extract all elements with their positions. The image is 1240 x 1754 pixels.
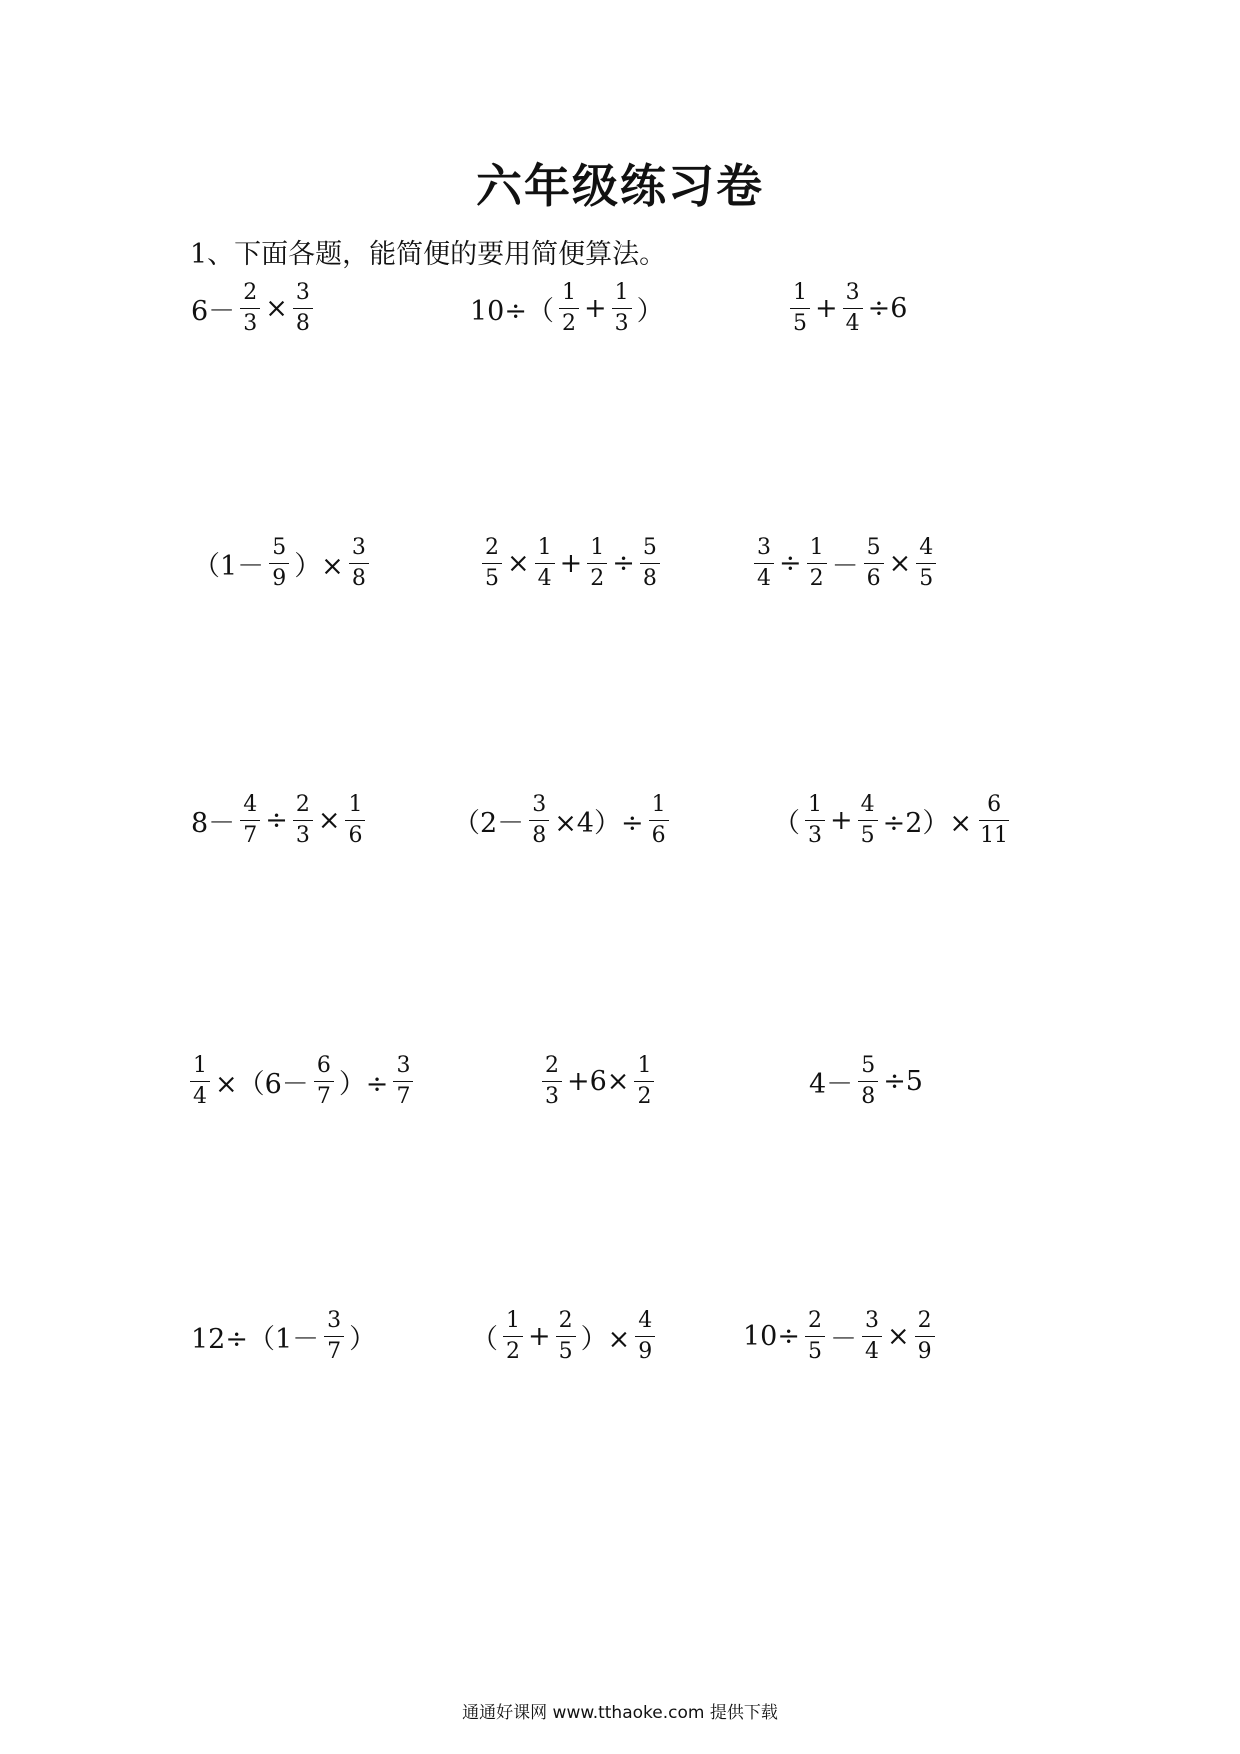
fraction-numerator: 1 — [535, 537, 555, 564]
fraction — [858, 1055, 878, 1108]
fraction-numerator: 1 — [612, 282, 632, 309]
fraction-numerator: 3 — [529, 794, 549, 821]
fraction-denominator: 7 — [396, 1084, 411, 1109]
fraction — [807, 537, 827, 590]
fraction-numerator: 1 — [807, 537, 827, 564]
fraction — [587, 537, 607, 590]
fraction-denominator: 8 — [642, 566, 657, 591]
fraction-numerator: 2 — [805, 1310, 825, 1337]
fraction-denominator: 5 — [558, 1339, 573, 1364]
fraction-numerator: 1 — [190, 1055, 210, 1082]
math-problem — [788, 282, 910, 335]
fraction — [612, 282, 632, 335]
fraction-numerator: 3 — [324, 1310, 344, 1337]
expression-text: （ — [773, 808, 800, 839]
expression-text: 6－ — [191, 296, 236, 327]
expression-text: ÷ — [265, 805, 288, 836]
fraction-numerator: 5 — [864, 537, 884, 564]
fraction — [269, 537, 289, 590]
expression-text: 12÷（1－ — [191, 1324, 320, 1355]
math-problem — [188, 282, 315, 335]
fraction-numerator: 4 — [916, 537, 936, 564]
fraction-denominator: 7 — [316, 1084, 331, 1109]
fraction-numerator: 2 — [240, 282, 260, 309]
fraction-denominator: 8 — [351, 566, 366, 591]
fraction — [864, 537, 884, 590]
fraction — [977, 794, 1011, 847]
math-problem — [752, 537, 938, 590]
fraction-denominator: 3 — [295, 823, 310, 848]
math-problem — [480, 537, 662, 590]
fraction-denominator: 6 — [651, 823, 666, 848]
expression-text: ÷ — [779, 548, 802, 579]
fraction-numerator: 1 — [790, 282, 810, 309]
expression-text: （2－ — [453, 808, 525, 839]
expression-text: × — [886, 1321, 910, 1352]
expression-text: － — [829, 1324, 857, 1355]
fraction-numerator: 3 — [843, 282, 863, 309]
fraction-numerator: 2 — [293, 794, 313, 821]
fraction-numerator: 3 — [862, 1310, 882, 1337]
fraction-denominator: 5 — [919, 566, 934, 591]
fraction — [559, 282, 579, 335]
expression-text: ）× — [580, 1324, 631, 1355]
expression-text: ×4）÷ — [554, 808, 644, 839]
fraction — [635, 1310, 655, 1363]
expression-text: 10÷（ — [470, 296, 554, 327]
fraction — [293, 282, 313, 335]
fraction-numerator: 3 — [349, 537, 369, 564]
math-problem — [806, 1055, 926, 1108]
fraction — [915, 1310, 935, 1363]
fraction-numerator: 2 — [915, 1310, 935, 1337]
expression-text: +6× — [567, 1066, 630, 1097]
expression-text: 4－ — [809, 1069, 854, 1100]
math-problem — [190, 537, 371, 590]
expression-text: ）× — [294, 551, 344, 582]
fraction-denominator: 4 — [193, 1084, 207, 1109]
fraction — [843, 282, 863, 335]
fraction-denominator: 11 — [980, 823, 1009, 848]
expression-text: ×（6－ — [215, 1069, 309, 1100]
fraction — [790, 282, 810, 335]
expression-text: 8－ — [191, 808, 236, 839]
fraction-numerator: 1 — [345, 794, 365, 821]
fraction-denominator: 2 — [637, 1084, 652, 1109]
fraction-denominator: 5 — [793, 311, 807, 336]
expression-text: ÷5 — [883, 1066, 923, 1097]
fraction — [805, 794, 825, 847]
fraction-numerator: 2 — [482, 537, 502, 564]
expression-text: ） — [349, 1324, 377, 1355]
fraction — [324, 1310, 344, 1363]
expression-text: + — [583, 293, 607, 324]
fraction — [345, 794, 365, 847]
math-problem — [467, 282, 667, 335]
expression-text: + — [830, 805, 853, 836]
footer-text: 通通好课网 www.tthaoke.com 提供下载 — [462, 1703, 778, 1723]
fraction — [535, 537, 555, 590]
fraction-denominator: 7 — [327, 1339, 342, 1364]
math-problem — [540, 1055, 656, 1108]
expression-text: × — [265, 293, 288, 324]
fraction — [858, 794, 878, 847]
expression-text: × — [317, 805, 341, 836]
fraction-numerator: 3 — [754, 537, 774, 564]
fraction-denominator: 4 — [845, 311, 860, 336]
fraction-numerator: 3 — [393, 1055, 413, 1082]
fraction-denominator: 2 — [809, 566, 824, 591]
fraction-numerator: 1 — [634, 1055, 654, 1082]
fraction-denominator: 5 — [485, 566, 499, 591]
fraction — [634, 1055, 654, 1108]
fraction — [916, 537, 936, 590]
fraction — [556, 1310, 576, 1363]
fraction-numerator: 1 — [649, 794, 669, 821]
expression-text: × — [888, 548, 912, 579]
fraction-denominator: 3 — [614, 311, 629, 336]
fraction — [240, 282, 260, 335]
fraction — [482, 537, 502, 590]
expression-text: ÷ — [612, 548, 635, 579]
expression-text: × — [507, 548, 530, 579]
fraction-denominator: 9 — [638, 1339, 653, 1364]
fraction-denominator: 8 — [532, 823, 547, 848]
fraction-denominator: 2 — [506, 1339, 520, 1364]
expression-text: （ — [471, 1324, 498, 1355]
fraction — [649, 794, 669, 847]
fraction-numerator: 6 — [314, 1055, 334, 1082]
fraction — [293, 794, 313, 847]
fraction-numerator: 4 — [858, 794, 878, 821]
fraction — [349, 537, 369, 590]
fraction — [503, 1310, 523, 1363]
fraction — [805, 1310, 825, 1363]
expression-text: ）÷ — [338, 1069, 389, 1100]
math-problem — [740, 1310, 937, 1363]
expression-text: － — [831, 551, 859, 582]
fraction — [862, 1310, 882, 1363]
expression-text: 10÷ — [743, 1321, 800, 1352]
fraction-denominator: 3 — [243, 311, 258, 336]
expression-text: + — [815, 293, 838, 324]
fraction-denominator: 7 — [243, 823, 258, 848]
math-problem — [770, 794, 1013, 847]
math-problem — [188, 1310, 379, 1363]
fraction-denominator: 6 — [866, 566, 881, 591]
expression-text: + — [528, 1321, 551, 1352]
fraction-numerator: 1 — [805, 794, 825, 821]
fraction-denominator: 4 — [757, 566, 771, 591]
fraction-denominator: 5 — [860, 823, 875, 848]
fraction-denominator: 4 — [537, 566, 552, 591]
fraction-numerator: 3 — [293, 282, 313, 309]
fraction — [393, 1055, 413, 1108]
fraction-numerator: 5 — [858, 1055, 878, 1082]
fraction-numerator: 5 — [269, 537, 289, 564]
fraction-denominator: 4 — [864, 1339, 879, 1364]
expression-text: ÷6 — [867, 293, 908, 324]
fraction-numerator: 2 — [556, 1310, 576, 1337]
fraction — [190, 1055, 210, 1108]
fraction — [529, 794, 549, 847]
fraction — [754, 537, 774, 590]
math-problem — [468, 1310, 657, 1363]
fraction-numerator: 1 — [503, 1310, 523, 1337]
math-problem — [188, 794, 367, 847]
expression-text: ÷2）× — [882, 808, 973, 839]
expression-text: ） — [636, 296, 664, 327]
math-problem — [188, 1055, 415, 1108]
fraction-denominator: 9 — [917, 1339, 932, 1364]
page-title: 六年级练习卷 — [476, 159, 764, 213]
fraction-denominator: 5 — [807, 1339, 822, 1364]
fraction-numerator: 1 — [559, 282, 579, 309]
expression-text: （1－ — [193, 551, 265, 582]
fraction-numerator: 1 — [587, 537, 607, 564]
fraction-denominator: 3 — [808, 823, 822, 848]
fraction-numerator: 2 — [542, 1055, 562, 1082]
fraction-denominator: 8 — [861, 1084, 876, 1109]
fraction-denominator: 8 — [295, 311, 310, 336]
instruction-text: 1、下面各题，能简便的要用简便算法。 — [190, 239, 667, 270]
fraction-denominator: 2 — [590, 566, 605, 591]
fraction-numerator: 5 — [640, 537, 660, 564]
fraction — [542, 1055, 562, 1108]
expression-text: + — [559, 548, 583, 579]
fraction-numerator: 6 — [979, 794, 1009, 821]
fraction-numerator: 4 — [240, 794, 260, 821]
math-problem — [450, 794, 671, 847]
fraction-denominator: 6 — [348, 823, 363, 848]
fraction-numerator: 4 — [635, 1310, 655, 1337]
fraction — [240, 794, 260, 847]
fraction — [640, 537, 660, 590]
fraction-denominator: 9 — [272, 566, 287, 591]
fraction — [314, 1055, 334, 1108]
fraction-denominator: 3 — [545, 1084, 559, 1109]
fraction-denominator: 2 — [561, 311, 576, 336]
